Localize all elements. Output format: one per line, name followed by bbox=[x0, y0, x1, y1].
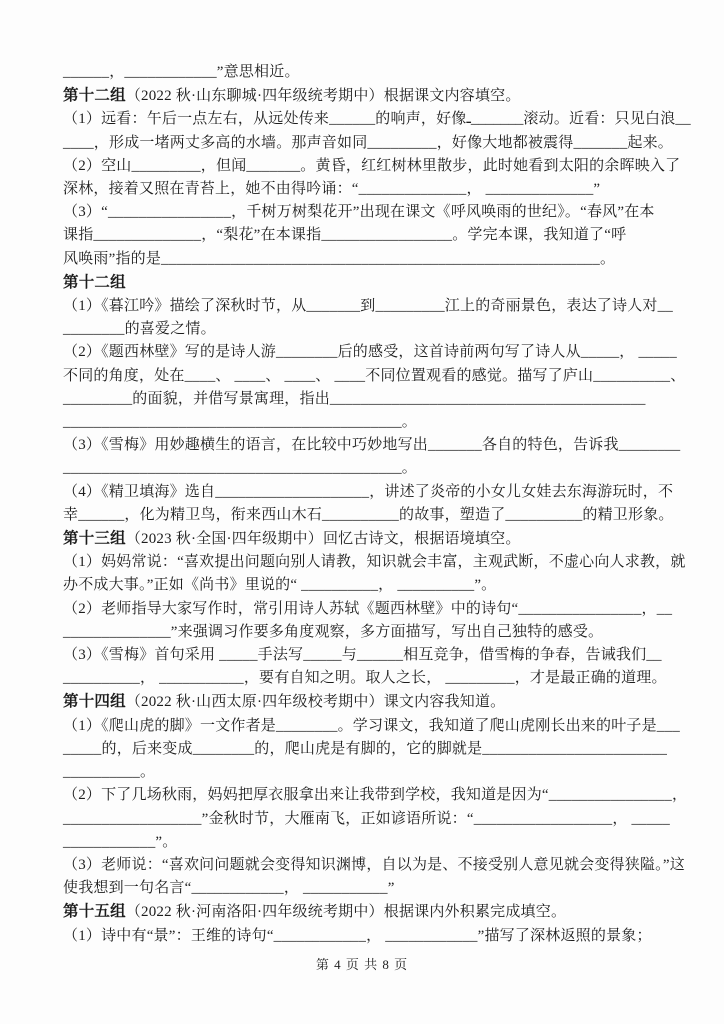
text-line bbox=[63, 318, 664, 341]
text-line bbox=[63, 224, 664, 247]
line-text: （2022 秋·山西太原·四年级校考期中）课文内容我知道。 bbox=[125, 694, 506, 711]
line-text: （1）《暮江吟》描绘了深秋时节，从_______到_________江上的奇丽景色，表达了诗人对__ bbox=[63, 298, 674, 315]
text-line bbox=[63, 831, 664, 854]
text-line bbox=[63, 248, 664, 271]
text-line bbox=[63, 667, 667, 690]
text-line bbox=[63, 411, 664, 434]
line-text: _________的面貌，并借写景寓理，指出_________________________________________ bbox=[63, 390, 646, 407]
line-text: ____________________________________________。 bbox=[63, 414, 417, 431]
text-line bbox=[63, 925, 664, 948]
text-line bbox=[63, 900, 664, 924]
text-line bbox=[63, 808, 670, 831]
group-header: 第十二组 bbox=[63, 87, 126, 105]
group-header: 第十四组 bbox=[63, 693, 126, 711]
text-line bbox=[63, 295, 674, 318]
text-line bbox=[63, 854, 685, 877]
line-text: （2022 秋·河南洛阳·四年级统考期中）根据课内外积累完成填空。 bbox=[125, 904, 567, 921]
text-line bbox=[63, 201, 664, 224]
text-line bbox=[63, 61, 664, 84]
line-text: _____的，后来变成________的，爬山虎是有脚的，它的脚就是________________________ bbox=[63, 740, 668, 757]
line-text: （2）空山_________，但闻_______。黄昏，红红树林里散步，此时她看到太阳的余晖映入了 bbox=[63, 157, 681, 174]
line-text: ____________”。 bbox=[63, 833, 178, 850]
group-header: 第十二组 bbox=[63, 273, 126, 291]
text-line bbox=[63, 481, 674, 504]
text-line bbox=[63, 132, 674, 155]
text-line bbox=[63, 178, 664, 201]
text-line bbox=[63, 784, 688, 807]
text-line bbox=[63, 551, 686, 574]
text-line bbox=[63, 504, 674, 527]
line-text: 使我想到一句名言“____________， ___________” bbox=[63, 880, 395, 897]
text-line bbox=[63, 388, 664, 411]
text-line bbox=[63, 108, 691, 131]
worksheet-content bbox=[63, 61, 691, 948]
text-line bbox=[63, 761, 664, 784]
line-text: （3）“________________，千树万树梨花开”出现在课文《呼风唤雨的世纪》。“春风”在本 bbox=[63, 204, 655, 221]
line-text: ______，____________”意思相近。 bbox=[63, 64, 300, 80]
line-text: 不同的角度，处在____、 ____、 ____、 ____不同位置观看的感觉。描写了庐山__________、 bbox=[63, 367, 686, 384]
text-line bbox=[63, 527, 664, 551]
text-line bbox=[63, 621, 664, 644]
line-text: （2022 秋·山东聊城·四年级统考期中）根据课文内容填空。 bbox=[125, 88, 521, 105]
line-text: ____________________________________________。 bbox=[63, 460, 417, 477]
text-line bbox=[63, 155, 681, 178]
line-text: （2）老师指导大家写作时，常引用诗人苏轼《题西林壁》中的诗句“________________，__ bbox=[63, 600, 673, 617]
line-text: （2）下了几场秋雨，妈妈把厚衣服拿出来让我带到学校，我知道是因为“________________， bbox=[63, 787, 688, 804]
group-header: 第十五组 bbox=[63, 903, 126, 921]
text-line bbox=[63, 341, 677, 364]
line-text: （3）《雪梅》首句采用 _____手法写_____与______相互竞争，借雪梅的争春，告诫我们__ bbox=[63, 647, 662, 664]
text-line bbox=[63, 574, 664, 597]
line-text: （2）《题西林壁》写的是诗人游________后的感受，这首诗前两句写了诗人从_____， _____ bbox=[63, 344, 677, 361]
text-line bbox=[63, 84, 664, 108]
text-line bbox=[63, 738, 668, 761]
line-text: ____，形成一堵两丈多高的水墙。那声音如同_________，好像大地都被震得_______起来。 bbox=[63, 134, 674, 151]
line-text: __________， ___________，要有自知之明。取人之长， _________，才是最正确的道理。 bbox=[63, 670, 667, 687]
line-text: ________的喜爱之情。 bbox=[63, 321, 216, 338]
line-text: 课指______________，“梨花”在本课指_________________。学完本课，我知道了“呼 bbox=[63, 227, 627, 244]
text-line bbox=[63, 644, 664, 667]
line-text: （1）《爬山虎的脚》一文作者是________。学习课文，我知道了爬山虎刚长出来的叶子是___ bbox=[63, 717, 680, 734]
line-text: __________________”金秋时节，大雁南飞，正如谚语所说：“__________________， _____ bbox=[63, 810, 670, 827]
line-text: 风唤雨”指的是_________________________________________________________。 bbox=[63, 250, 616, 267]
group-header: 第十三组 bbox=[63, 530, 126, 548]
line-text: （2023 秋·全国·四年级期中）回忆古诗文，根据语境填空。 bbox=[125, 531, 521, 548]
line-text: （4）《精卫填海》选自____________________，讲述了炎帝的小女儿女娃去东海游玩时，不 bbox=[63, 483, 674, 500]
line-text: （1）诗中有“景”：王维的诗句“____________， ____________”描写了深林返照的景象； bbox=[63, 927, 652, 944]
text-line bbox=[63, 877, 664, 900]
line-text: 深林，接着又照在青苔上，她不由得吟诵：“______________， ______________” bbox=[63, 181, 601, 198]
text-line bbox=[63, 434, 681, 457]
text-line bbox=[63, 715, 680, 738]
line-text: 办不成大事。”正如《尚书》里说的“ __________， __________”。 bbox=[63, 577, 497, 594]
text-line bbox=[63, 598, 673, 621]
page-footer: 第 4 页 共 8 页 bbox=[315, 957, 409, 972]
text-line bbox=[63, 457, 664, 480]
line-text: （1）远看：午后一点左右，从远处传来______的响声，好像ـ_______滚动。近看：只见白浪__ bbox=[63, 111, 691, 128]
text-line bbox=[63, 271, 664, 295]
text-line bbox=[63, 365, 686, 388]
line-text: ______________”来强调习作要多角度观察，多方面描写，写出自己独特的感受。 bbox=[63, 623, 604, 640]
text-line bbox=[63, 690, 664, 714]
line-text: __________。 bbox=[63, 764, 156, 781]
line-text: （1）妈妈常说：“喜欢提出问题向别人请教，知识就会丰富，主观武断，不虚心向人求教，就 bbox=[63, 554, 686, 571]
line-text: 幸______，化为精卫鸟，衔来西山木石__________的故事，塑造了__________的精卫形象。 bbox=[63, 506, 674, 523]
line-text: （3）老师说：“喜欢问问题就会变得知识渊博，自以为是、不接受别人意见就会变得狭隘。”这 bbox=[63, 856, 685, 873]
line-text: （3）《雪梅》用妙趣横生的语言，在比较中巧妙地写出_______各自的特色，告诉我________ bbox=[63, 437, 681, 454]
